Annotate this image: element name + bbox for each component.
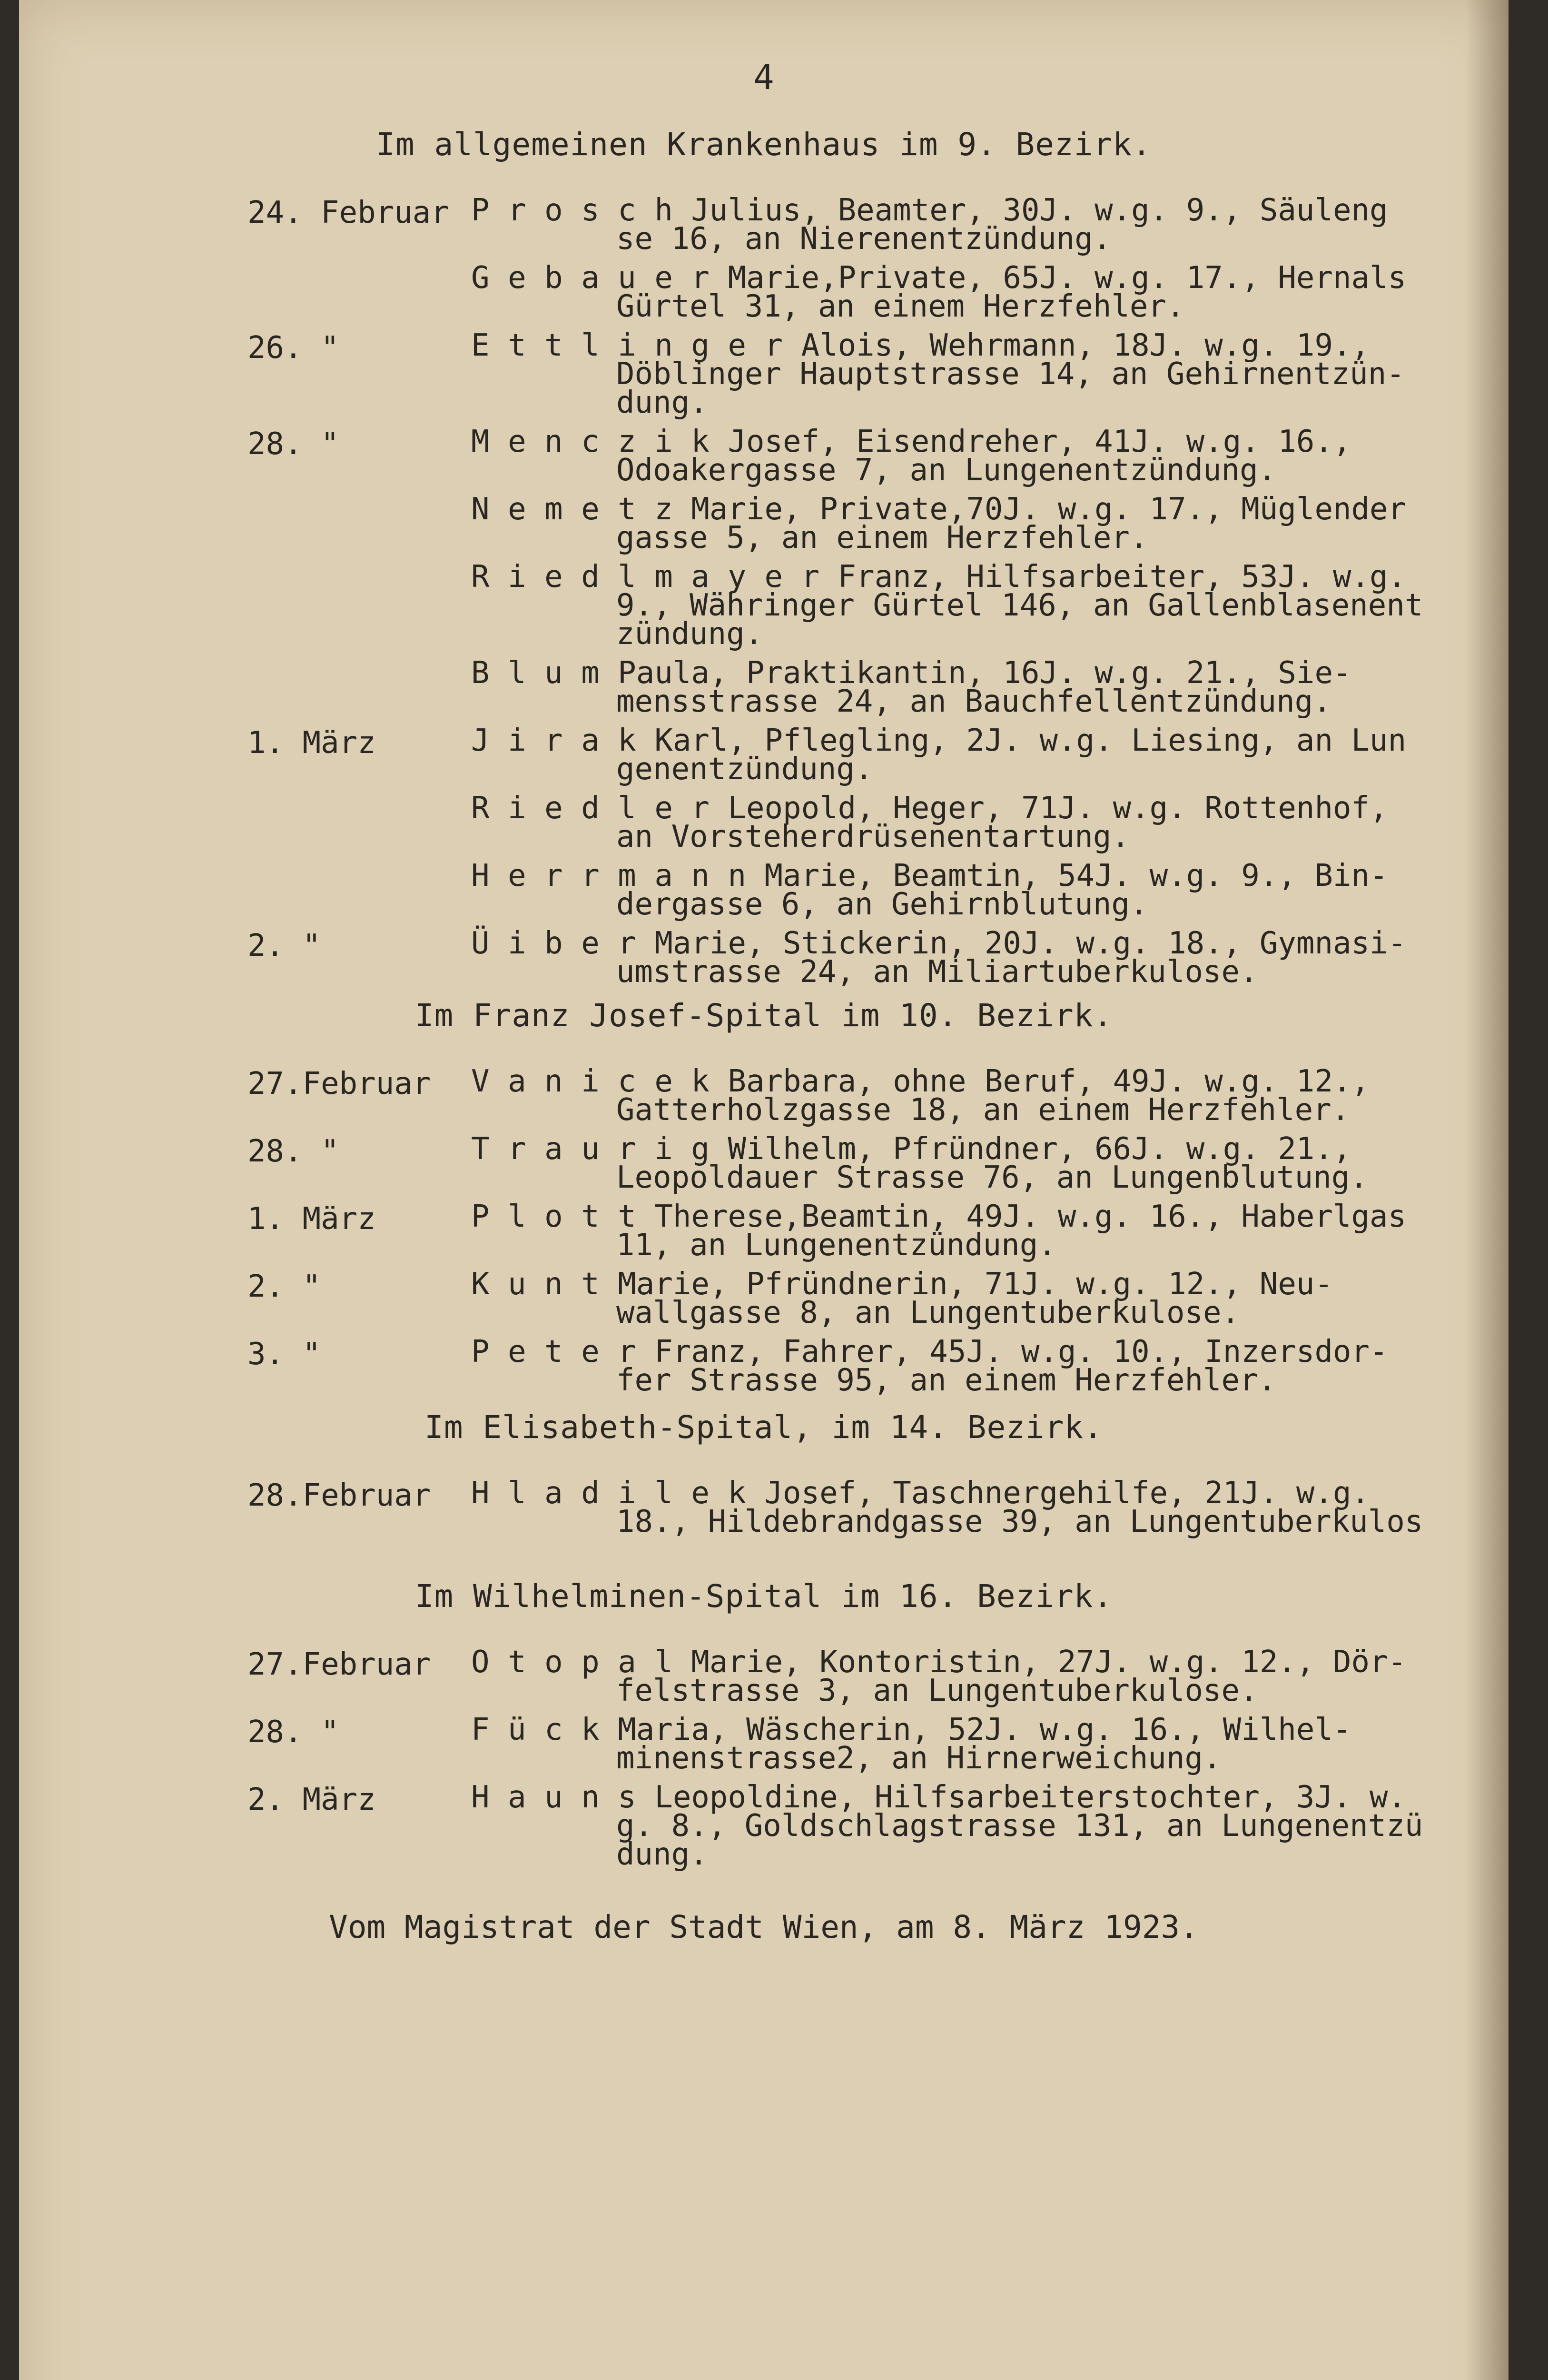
entry-first-line [471, 725, 1406, 756]
entry-continuation-line: Gürtel 31, an einem Herzfehler. [616, 289, 1185, 324]
entry-continuation-line: gasse 5, an einem Herzfehler. [616, 520, 1148, 555]
entry-continuation-line: fer Strasse 95, an einem Herzfehler. [616, 1363, 1277, 1398]
entry-text: Julius, Beamter, 30J. w.g. 9., Säuleng [691, 193, 1388, 228]
entry-date: 2. " [247, 928, 321, 963]
entry-text: Paula, Praktikantin, 16J. w.g. 21., Sie- [618, 655, 1351, 691]
entry-text: Marie, Stickerin, 20J. w.g. 18., Gymnasi- [654, 926, 1407, 961]
entry-continuation-line: 18., Hildebrandgasse 39, an Lungentuberkulos [616, 1504, 1423, 1539]
entry-continuation-line: Gatterholzgasse 18, an einem Herzfehler. [616, 1092, 1350, 1128]
entry-name: R i e d l e r [471, 791, 710, 826]
entry-continuation-line: dung. [616, 385, 708, 420]
entry-continuation-line: minenstrasse2, an Hirnerweichung. [616, 1741, 1222, 1776]
entry-date: 28. " [247, 1715, 339, 1750]
entry-name: E t t l i n g e r [471, 328, 783, 363]
entry-date: 26. " [247, 330, 339, 366]
entry-date: 1. März [247, 725, 376, 761]
entry-text: Karl, Pflegling, 2J. w.g. Liesing, an Lun [654, 723, 1407, 758]
section-heading: Im Wilhelminen-Spital im 16. Bezirk. [414, 1578, 1113, 1615]
entry-name: P e t e r [471, 1334, 636, 1369]
entry-text: Marie, Beamtin, 54J. w.g. 9., Bin- [764, 858, 1388, 893]
entry-text: Marie, Private,70J. w.g. 17., Müglender [691, 492, 1407, 527]
entry-name: B l u m [471, 655, 600, 691]
entry-name: F ü c k [471, 1712, 600, 1747]
section-heading: Im Elisabeth-Spital, im 14. Bezirk. [424, 1409, 1103, 1446]
entry-text: Marie,Private, 65J. w.g. 17., Hernals [728, 260, 1407, 296]
entry-name: Ü i b e r [471, 926, 636, 961]
entry-continuation-line: g. 8., Goldschlagstrasse 131, an Lungenentzü [616, 1808, 1423, 1844]
entry-continuation-line: Leopoldauer Strasse 76, an Lungenblutung. [616, 1160, 1368, 1195]
entry-date: 28. " [247, 1134, 339, 1169]
entry-date: 27.Februar [247, 1647, 431, 1682]
entry-date: 27.Februar [247, 1066, 431, 1101]
entry-name: K u n t [471, 1267, 600, 1302]
section-heading: Im Franz Josef-Spital im 10. Bezirk. [414, 997, 1113, 1034]
entry-date: 2. " [247, 1269, 321, 1304]
entry-name: O t o p a l [471, 1645, 673, 1680]
entry-name: M e n c z i k [471, 424, 710, 459]
entry-name: T r a u r i g [471, 1131, 710, 1167]
entry-continuation-line: dung. [616, 1837, 708, 1872]
entry-date: 2. März [247, 1782, 376, 1817]
entry-text: Josef, Taschnergehilfe, 21J. w.g. [764, 1476, 1370, 1511]
entry-continuation-line: se 16, an Nierenentzündung. [616, 221, 1112, 257]
document-footer: Vom Magistrat der Stadt Wien, am 8. März 1923. [329, 1909, 1199, 1945]
entry-continuation-line: dergasse 6, an Gehirnblutung. [616, 887, 1148, 922]
page-number: 4 [753, 57, 774, 97]
entry-continuation-line: an Vorsteherdrüsenentartung. [616, 819, 1130, 854]
entry-text: Marie, Kontoristin, 27J. w.g. 12., Dör- [691, 1645, 1407, 1680]
entry-text: Leopold, Heger, 71J. w.g. Rottenhof, [728, 791, 1388, 826]
entry-text: Therese,Beamtin, 49J. w.g. 16., Haberlgas [654, 1199, 1407, 1234]
entry-text: Leopoldine, Hilfsarbeiterstochter, 3J. w. [654, 1780, 1407, 1815]
entry-text: Wilhelm, Pfründner, 66J. w.g. 21., [728, 1131, 1351, 1167]
entry-name: H a u n s [471, 1780, 636, 1815]
entry-text: Franz, Fahrer, 45J. w.g. 10., Inzersdor- [654, 1334, 1388, 1369]
entry-continuation-line: mensstrasse 24, an Bauchfellentzündung. [616, 684, 1331, 719]
entry-name: R i e d l m a y e r [471, 559, 820, 595]
entry-continuation-line: 9., Währinger Gürtel 146, an Gallenblasenent [616, 588, 1423, 623]
document-page [19, 0, 1509, 2380]
entry-date: 28.Februar [247, 1478, 431, 1513]
document-content [19, 0, 1509, 2380]
entry-text: Josef, Eisendreher, 41J. w.g. 16., [728, 424, 1351, 459]
entry-name: H l a d i l e k [471, 1476, 746, 1511]
entry-date: 24. Februar [247, 195, 449, 230]
entry-text: Maria, Wäscherin, 52J. w.g. 16., Wilhel- [618, 1712, 1351, 1747]
entry-text: Alois, Wehrmann, 18J. w.g. 19., [801, 328, 1370, 363]
entry-continuation-line: Odoakergasse 7, an Lungenentzündung. [616, 453, 1277, 488]
entry-name: N e m e t z [471, 492, 673, 527]
entry-continuation-line: wallgasse 8, an Lungentuberkulose. [616, 1295, 1240, 1330]
entry-continuation-line: zündung. [616, 616, 763, 652]
entry-name: P r o s c h [471, 193, 673, 228]
entry-date: 28. " [247, 426, 339, 462]
entry-continuation-line: Döblinger Hauptstrasse 14, an Gehirnentzün- [616, 357, 1405, 392]
entry-name: V a n i c e k [471, 1064, 710, 1099]
entry-name: P l o t t [471, 1199, 636, 1234]
entry-date: 1. März [247, 1201, 376, 1237]
entry-name: J i r a k [471, 723, 636, 758]
entry-continuation-line: 11, an Lungenentzündung. [616, 1228, 1056, 1263]
entry-date: 3. " [247, 1337, 321, 1372]
entry-text: Marie, Pfründnerin, 71J. w.g. 12., Neu- [618, 1267, 1333, 1302]
entry-continuation-line: felstrasse 3, an Lungentuberkulose. [616, 1673, 1258, 1708]
entry-name: G e b a u e r [471, 260, 710, 296]
entry-continuation-line: genentzündung. [616, 752, 873, 787]
section-heading: Im allgemeinen Krankenhaus im 9. Bezirk. [376, 126, 1152, 163]
entry-text: Franz, Hilfsarbeiter, 53J. w.g. [838, 559, 1407, 595]
entry-name: H e r r m a n n [471, 858, 746, 893]
entry-continuation-line: umstrasse 24, an Miliartuberkulose. [616, 954, 1258, 990]
entry-text: Barbara, ohne Beruf, 49J. w.g. 12., [728, 1064, 1370, 1099]
